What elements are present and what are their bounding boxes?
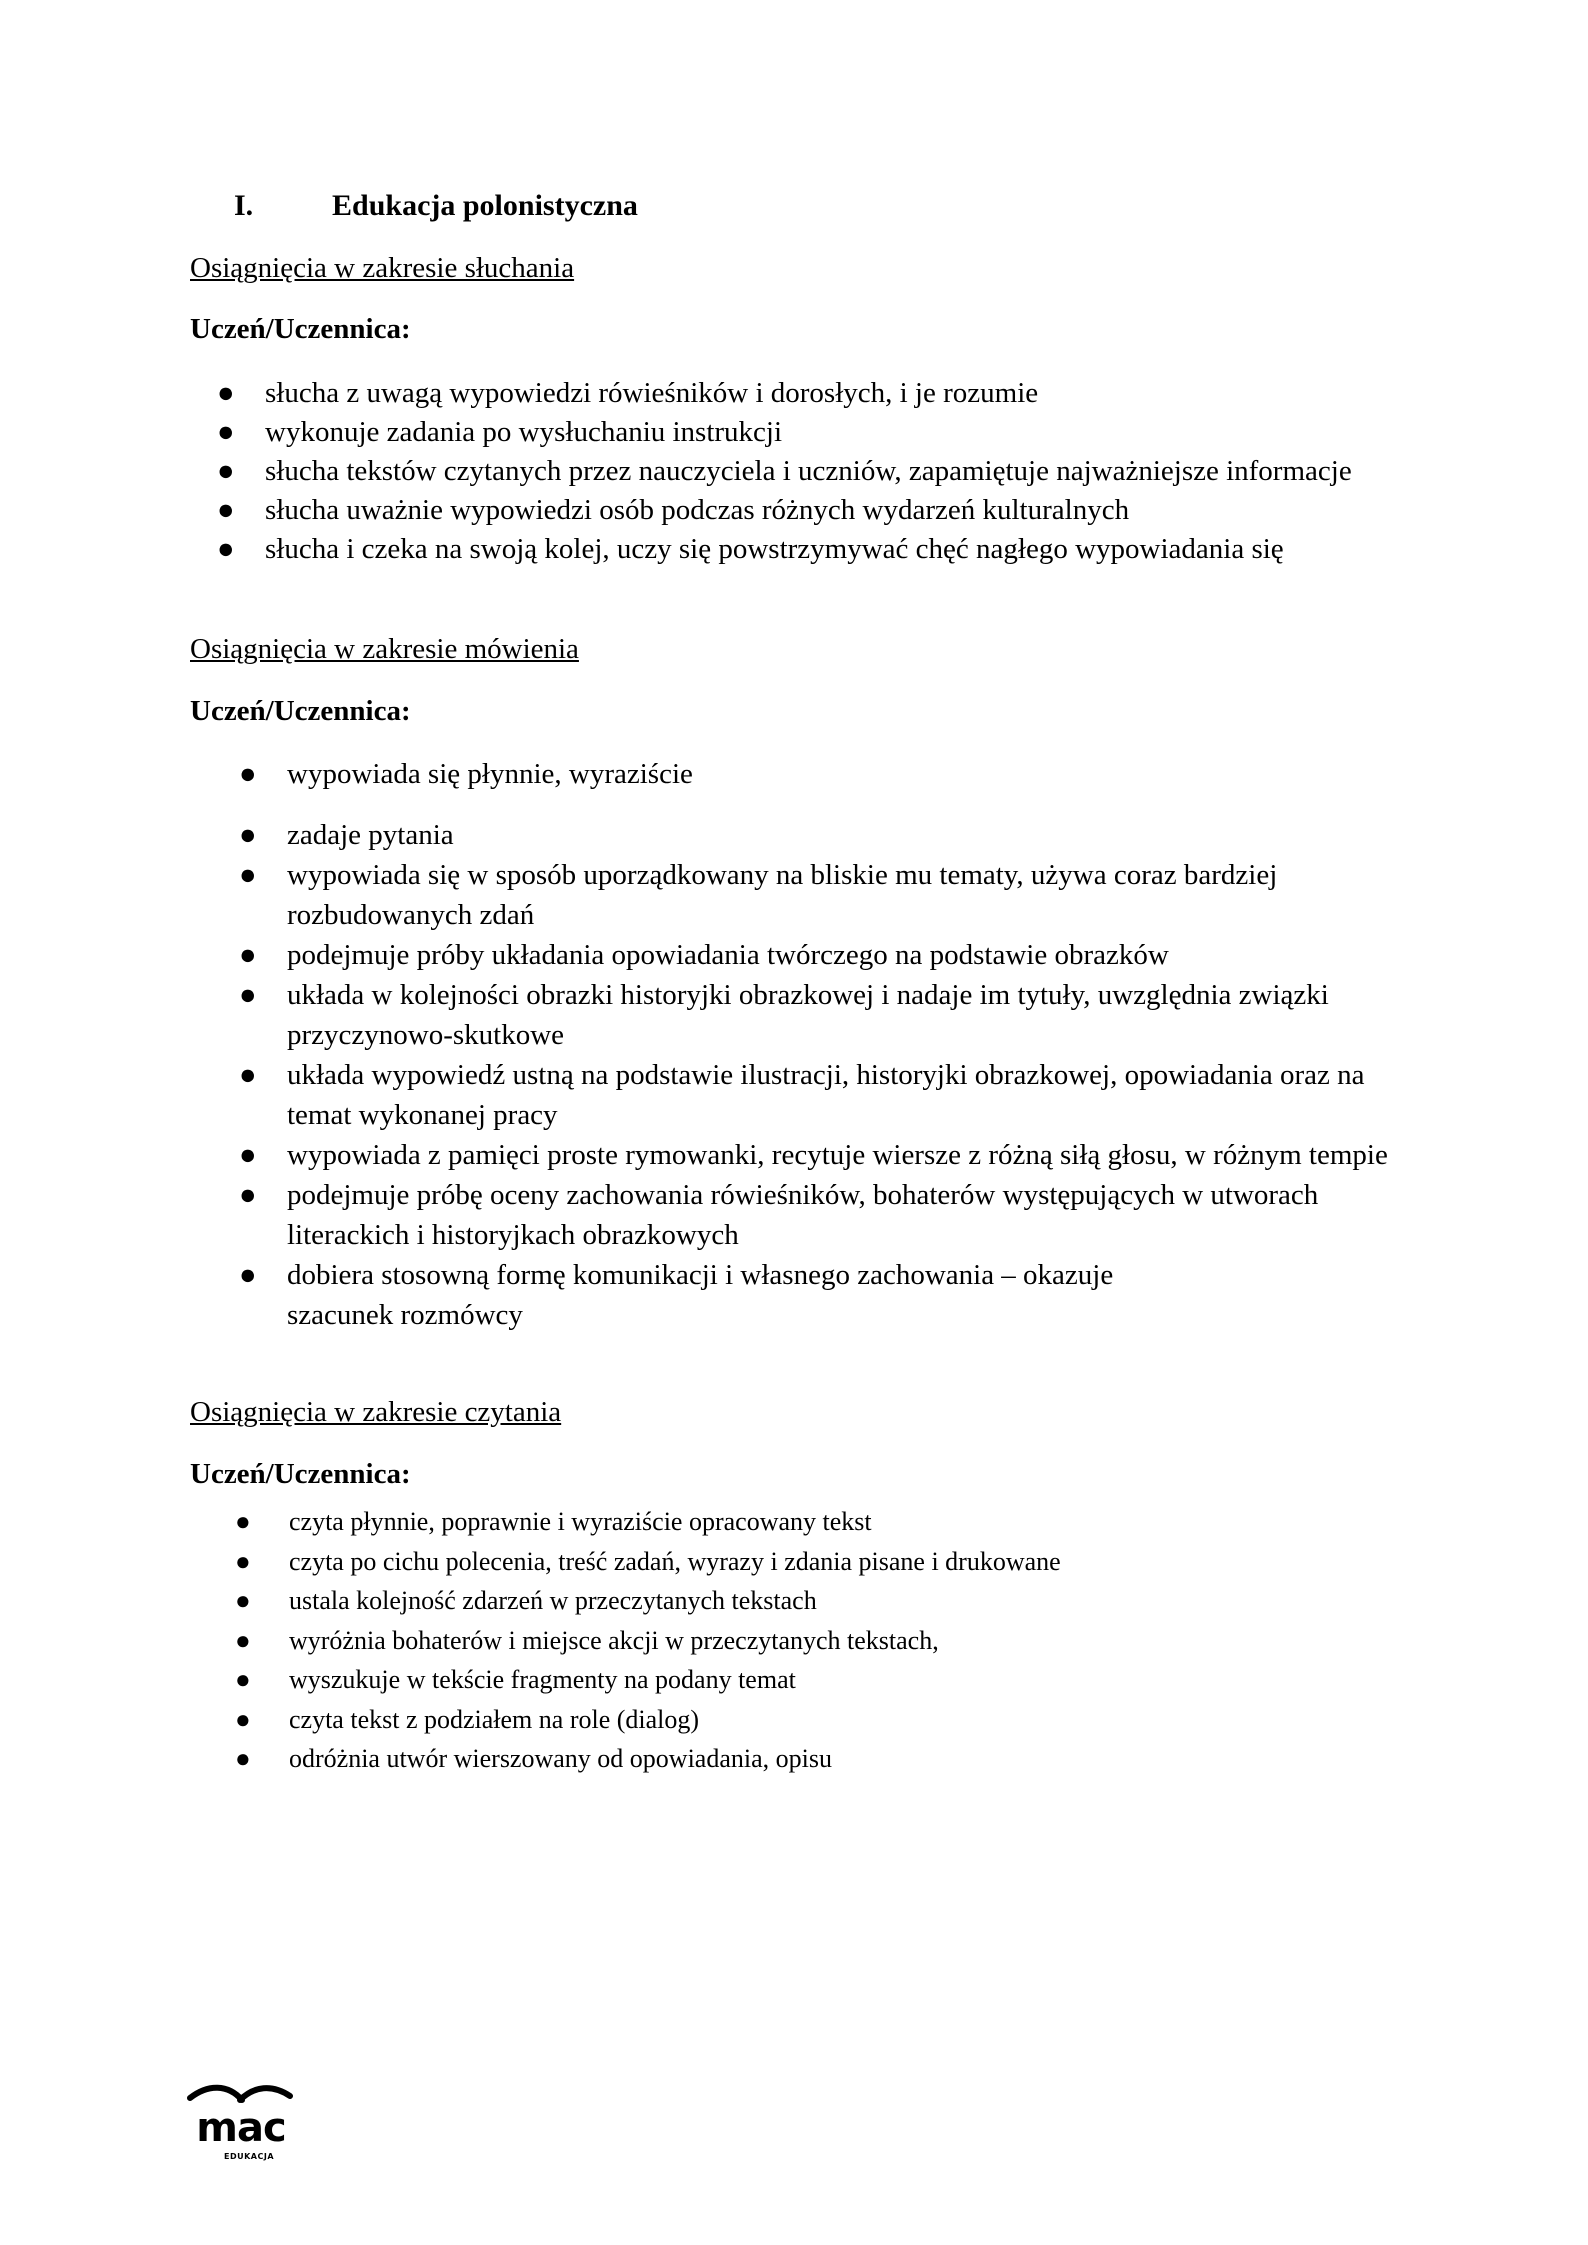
logo-text: mac bbox=[196, 2105, 286, 2151]
section-title-listening: Osiągnięcia w zakresie słuchania bbox=[190, 252, 575, 284]
student-label: Uczeń/Uczennica: bbox=[190, 695, 411, 727]
list-item: ● wyróżnia bohaterów i miejsce akcji w przeczytanych tekstach, bbox=[289, 1621, 1389, 1661]
list-item: ● ustala kolejność zdarzeń w przeczytanych tekstach bbox=[289, 1581, 1389, 1621]
bullet-dot-icon: ● bbox=[217, 377, 235, 409]
bullet-dot-icon: ● bbox=[217, 494, 235, 526]
list-item: ● słucha i czeka na swoją kolej, uczy się powstrzymywać chęć nagłego wypowiadania się bbox=[265, 530, 1415, 569]
list-item: ● układa w kolejności obrazki historyjki obrazkowej i nadaje im tytuły, uwzględnia związki przyczynowo-skutkowe bbox=[287, 975, 1417, 1055]
bullet-dot-icon: ● bbox=[239, 1259, 257, 1291]
list-item: ● czyta płynnie, poprawnie i wyraziście opracowany tekst bbox=[289, 1502, 1389, 1542]
list-item: ● czyta tekst z podziałem na role (dialog) bbox=[289, 1700, 1389, 1740]
list-item: ● czyta po cichu polecenia, treść zadań, wyrazy i zdania pisane i drukowane bbox=[289, 1542, 1389, 1582]
heading-title: Edukacja polonistyczna bbox=[332, 189, 638, 222]
speaking-list bbox=[239, 815, 1417, 1335]
list-item: ● wypowiada z pamięci proste rymowanki, recytuje wiersze z różną siłą głosu, w różnym tempie bbox=[287, 1135, 1417, 1175]
list-item: ● słucha z uwagą wypowiedzi rówieśników i dorosłych, i je rozumie bbox=[265, 374, 1415, 413]
mac-logo-icon bbox=[186, 2082, 296, 2162]
list-item: ● zadaje pytania bbox=[287, 815, 1417, 855]
list-item: ● wyszukuje w tekście fragmenty na podany temat bbox=[289, 1660, 1389, 1700]
list-item: ● słucha uważnie wypowiedzi osób podczas różnych wydarzeń kulturalnych bbox=[265, 491, 1415, 530]
section-title-reading: Osiągnięcia w zakresie czytania bbox=[190, 1396, 562, 1428]
bullet-dot-icon: ● bbox=[235, 1665, 251, 1694]
list-item: ● podejmuje próbę oceny zachowania rówieśników, bohaterów występujących w utworach literackich i historyjkach obrazkowych bbox=[287, 1175, 1417, 1255]
list-item: ● podejmuje próby układania opowiadania twórczego na podstawie obrazków bbox=[287, 935, 1417, 975]
section-heading bbox=[234, 186, 638, 226]
bullet-dot-icon: ● bbox=[235, 1744, 251, 1773]
logo-subtext: EDUKACJA bbox=[224, 2152, 275, 2161]
bullet-dot-icon: ● bbox=[239, 1059, 257, 1091]
bullet-dot-icon: ● bbox=[239, 859, 257, 891]
list-item: ● wykonuje zadania po wysłuchaniu instrukcji bbox=[265, 413, 1415, 452]
list-item: ● dobiera stosowną formę komunikacji i własnego zachowania – okazuje szacunek rozmówcy bbox=[287, 1255, 1217, 1335]
list-item: ● wypowiada się w sposób uporządkowany na bliskie mu tematy, używa coraz bardziej rozbudowanych zdań bbox=[287, 855, 1417, 935]
listening-list bbox=[217, 374, 1415, 569]
bullet-dot-icon: ● bbox=[239, 758, 257, 790]
list-item: ● układa wypowiedź ustną na podstawie ilustracji, historyjki obrazkowej, opowiadania oraz na temat wykonanej pracy bbox=[287, 1055, 1417, 1135]
list-item: ● odróżnia utwór wierszowany od opowiadania, opisu bbox=[289, 1739, 1389, 1779]
student-label: Uczeń/Uczennica: bbox=[190, 1458, 411, 1490]
reading-list bbox=[235, 1502, 1389, 1779]
bullet-dot-icon: ● bbox=[239, 819, 257, 851]
bullet-dot-icon: ● bbox=[235, 1586, 251, 1615]
bullet-dot-icon: ● bbox=[239, 1139, 257, 1171]
student-label: Uczeń/Uczennica: bbox=[190, 313, 411, 345]
list-item: ● wypowiada się płynnie, wyraziście bbox=[287, 754, 1417, 794]
bullet-dot-icon: ● bbox=[239, 939, 257, 971]
heading-number: I. bbox=[234, 189, 254, 222]
bullet-dot-icon: ● bbox=[235, 1625, 251, 1655]
bullet-dot-icon: ● bbox=[217, 455, 235, 487]
list-item: ● słucha tekstów czytanych przez nauczyciela i uczniów, zapamiętuje najważniejsze informacje bbox=[265, 452, 1415, 491]
section-title-speaking: Osiągnięcia w zakresie mówienia bbox=[190, 633, 579, 665]
bullet-dot-icon: ● bbox=[235, 1507, 251, 1536]
bullet-dot-icon: ● bbox=[239, 979, 257, 1011]
bullet-dot-icon: ● bbox=[235, 1546, 251, 1576]
bullet-dot-icon: ● bbox=[235, 1704, 251, 1734]
bullet-dot-icon: ● bbox=[217, 533, 235, 565]
bullet-dot-icon: ● bbox=[217, 416, 235, 448]
bullet-dot-icon: ● bbox=[239, 1179, 257, 1211]
speaking-list-first bbox=[239, 754, 1417, 794]
